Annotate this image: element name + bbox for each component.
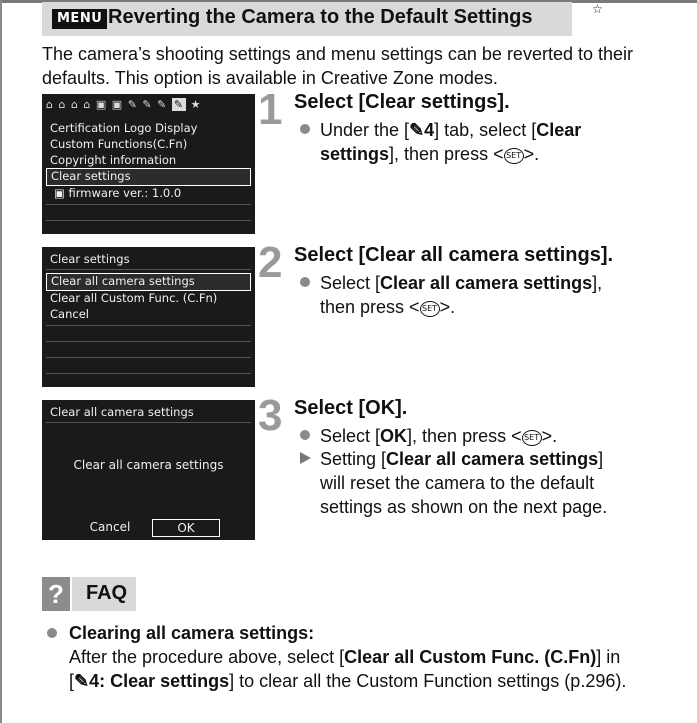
menu-item <box>46 185 251 201</box>
divider <box>46 373 251 374</box>
section-header <box>42 2 603 36</box>
menu-item: Certification Logo Display <box>50 121 198 135</box>
step-note: Setting [Clear all camera settings] will reset the camera to the default settings as shown on the next page. <box>320 449 608 517</box>
menu-item: Custom Functions(C.Fn) <box>50 137 188 151</box>
step-instruction: Under the [✎4] tab, select [Clear settings], then press < SET >. <box>320 120 582 164</box>
divider <box>46 204 251 205</box>
bullet-dot <box>47 628 57 638</box>
divider <box>46 341 251 342</box>
bullet-dot <box>300 277 310 287</box>
divider <box>46 357 251 358</box>
step-title: Select [Clear all camera settings]. <box>294 244 614 266</box>
ok-button: OK <box>152 519 220 537</box>
menu-item-selected: Clear all camera settings <box>46 273 251 291</box>
step-instruction: Select [OK], then press < SET >. <box>320 426 558 446</box>
faq-label: FAQ <box>86 582 128 604</box>
star-icon: ☆ <box>592 2 603 16</box>
faq-header <box>72 577 136 611</box>
menu-item: Clear all Custom Func. (C.Fn) <box>50 291 218 305</box>
firmware-label: firmware ver.: 1.0.0 <box>68 186 182 200</box>
menu-item: Cancel <box>50 307 89 321</box>
bullet-dot <box>300 430 310 440</box>
left-rule <box>0 0 2 723</box>
step-title: Select [OK]. <box>294 397 408 419</box>
menu-item: Copyright information <box>50 153 177 167</box>
arrow-bullet-icon <box>300 452 311 464</box>
screen-title: Clear settings <box>50 252 130 266</box>
star-tab-icon: ★ <box>190 98 202 111</box>
faq-answer: Clearing all camera settings: After the procedure above, select [Clear all Custom Func. (C.Fn)] in [✎4: Clear settings] to clear all the Custom Function settings (p.296). <box>69 623 627 691</box>
divider <box>46 220 251 221</box>
step-number: 2 <box>258 238 283 287</box>
divider <box>46 422 251 423</box>
set-button-icon: SET <box>504 148 524 164</box>
cancel-button: Cancel <box>89 520 131 534</box>
divider <box>46 269 251 270</box>
intro-paragraph: The camera’s shooting settings and menu settings can be reverted to their defaults. This option is available in Creative Zone modes. <box>42 44 634 88</box>
camera-screen-3 <box>42 400 255 540</box>
menu-tabs <box>46 98 251 114</box>
camera-screen-1 <box>42 94 255 234</box>
camera-icon: ▣ <box>54 186 65 200</box>
step-title: Select [Clear settings]. <box>294 91 510 113</box>
question-icon: ? <box>42 577 70 611</box>
step-number: 3 <box>258 391 283 440</box>
dialog-message: Clear all camera settings <box>73 458 224 472</box>
menu-item-selected: Clear settings <box>46 168 251 186</box>
set-button-icon: SET <box>522 430 542 446</box>
screen-title: Clear all camera settings <box>50 405 194 419</box>
step-number: 1 <box>258 85 283 134</box>
set-button-icon: SET <box>420 301 440 317</box>
menu-badge: MENU <box>52 9 107 29</box>
bullet-dot <box>300 124 310 134</box>
divider <box>46 325 251 326</box>
tab-icons: ⌂ ⌂ ⌂ ⌂ ▣ ▣ ✎ ✎ ✎ <box>46 98 168 111</box>
step-instruction: Select [Clear all camera settings], then press < SET >. <box>320 273 603 317</box>
camera-screen-2 <box>42 247 255 387</box>
faq-question: Clearing all camera settings: <box>69 623 315 643</box>
active-tab-icon: ✎ <box>173 98 185 111</box>
page-title: Reverting the Camera to the Default Settings <box>108 6 533 28</box>
